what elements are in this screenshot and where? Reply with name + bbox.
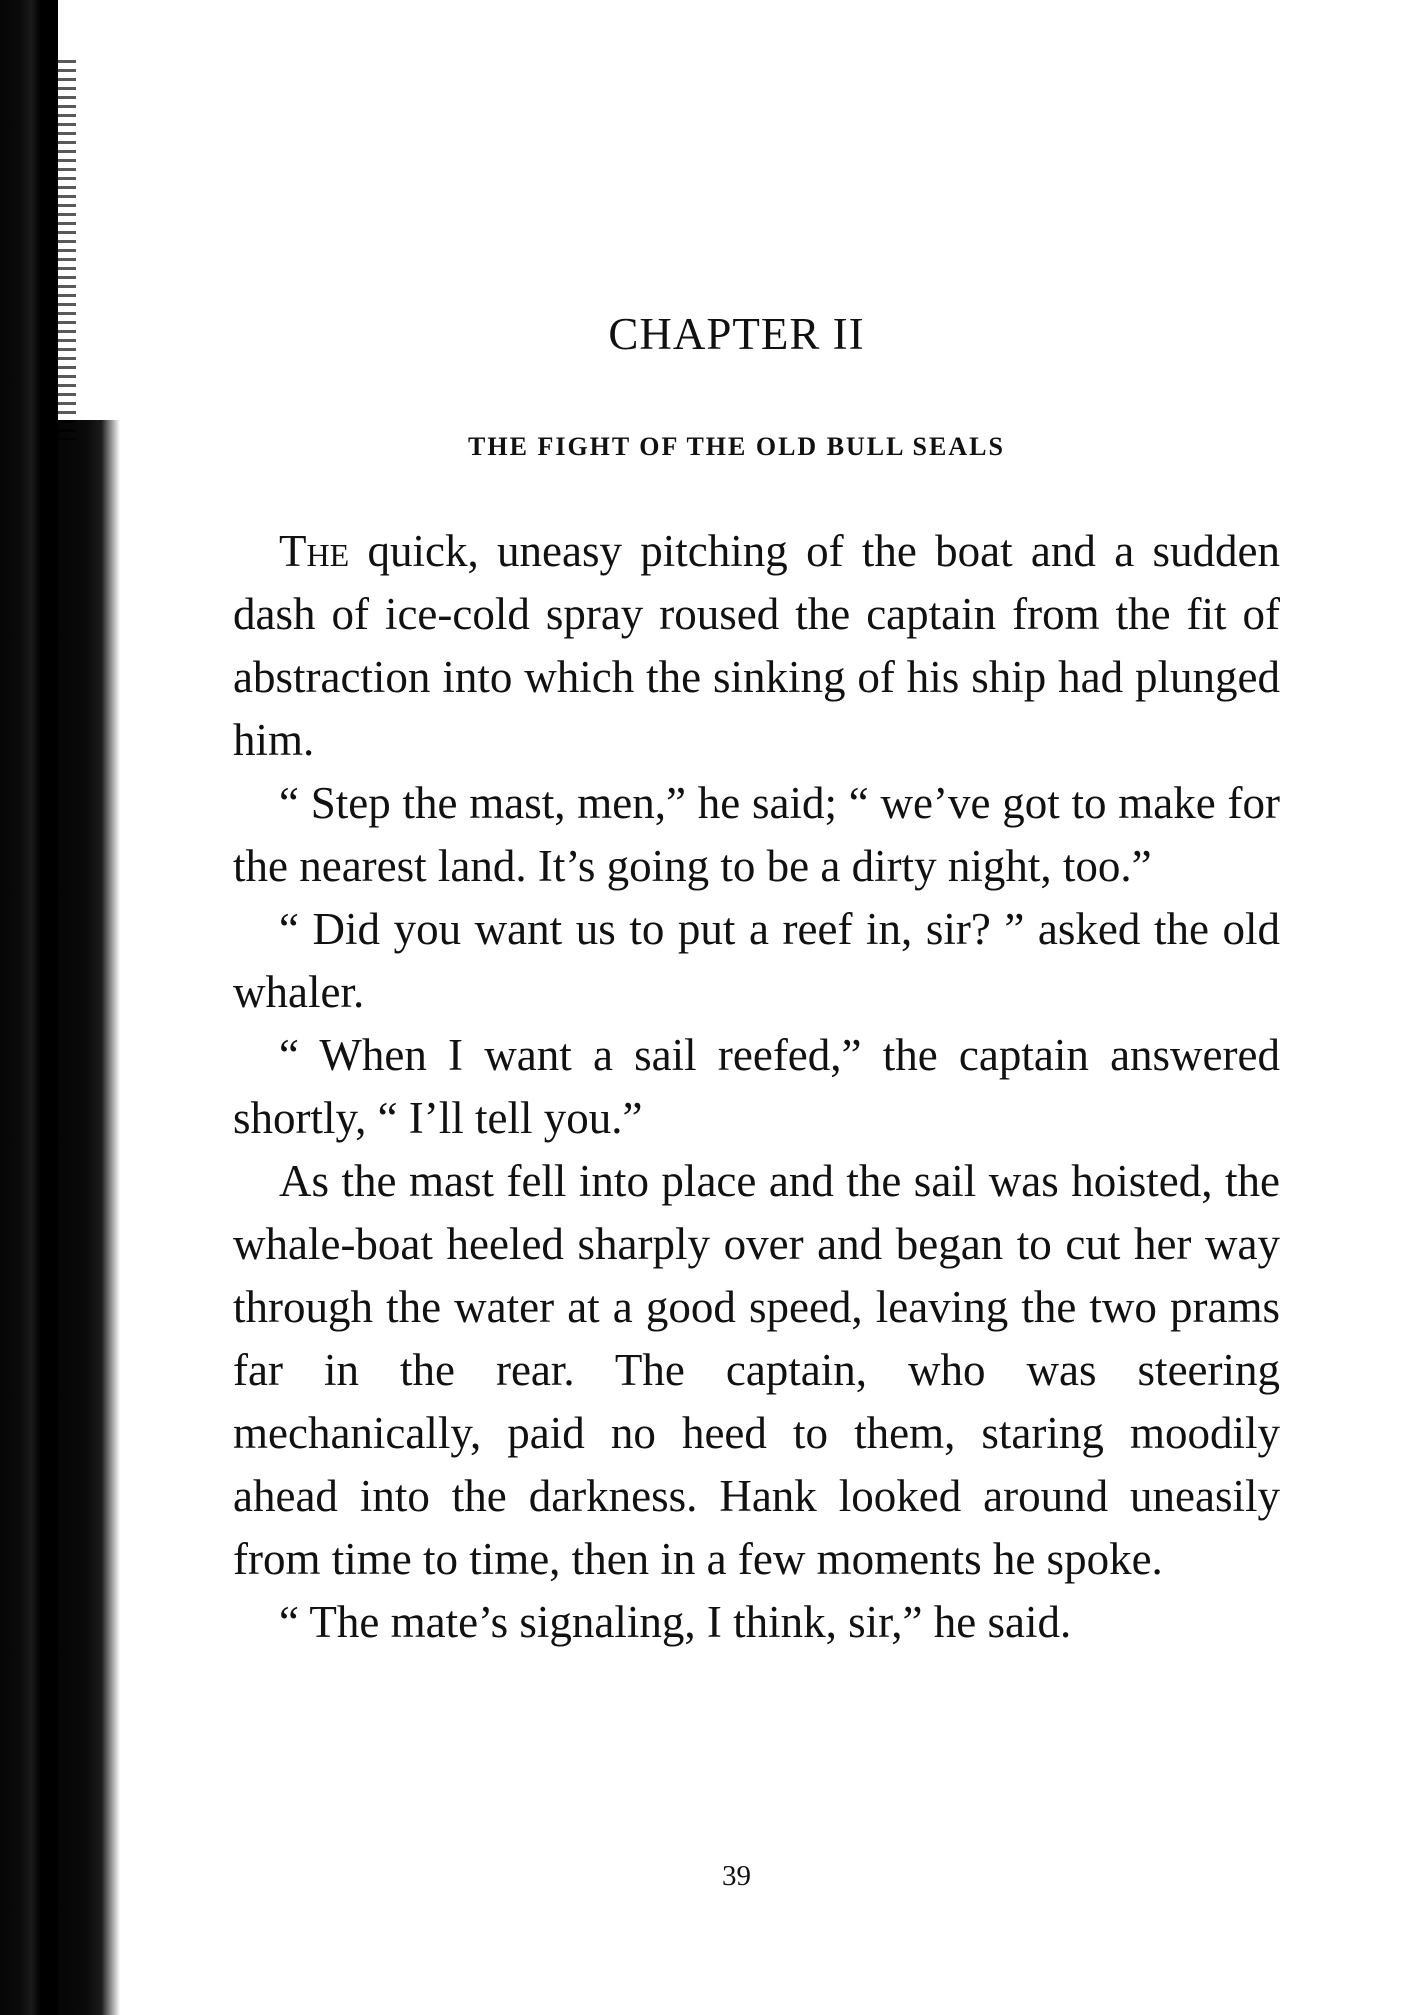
chapter-subtitle: THE FIGHT OF THE OLD BULL SEALS — [468, 432, 1005, 461]
paragraph-6: “ The mate’s signaling, I think, sir,” he said. — [279, 1597, 1072, 1647]
paragraph-3: “ Did you want us to put a reef in, sir? ” asked the old whaler. — [233, 904, 1280, 1017]
paragraph-4: “ When I want a sail reefed,” the captain answered shortly, “ I’ll tell you.” — [233, 1030, 1280, 1143]
body-text — [233, 520, 1280, 1654]
paragraph-5: As the mast fell into place and the sail was hoisted, the whale-boat heeled sharply over and began to cut her way through the water at a good speed, leaving the two prams far in the rear. The captain, who was steering mechanically, paid no heed to them, staring moodily ahead into the darkness. Hank looked around uneasily from time to time, then in a few moments he spoke. — [233, 1156, 1280, 1584]
drop-lead-word: The — [279, 526, 350, 576]
page-number: 39 — [722, 1860, 751, 1892]
binding-specks — [46, 60, 76, 440]
binding-shadow-edge — [58, 420, 120, 2015]
paragraph-1 — [233, 520, 1280, 772]
paragraph-2: “ Step the mast, men,” he said; “ we’ve got to make for the nearest land. It’s going to be a dirty night, too.” — [233, 778, 1280, 891]
paragraph-text: quick, uneasy pitching of the boat and a sudden dash of ice-cold spray roused the captain from the fit of abstraction into which the sinking of his ship had plunged him. — [233, 526, 1280, 765]
chapter-title: CHAPTER II — [608, 309, 865, 359]
